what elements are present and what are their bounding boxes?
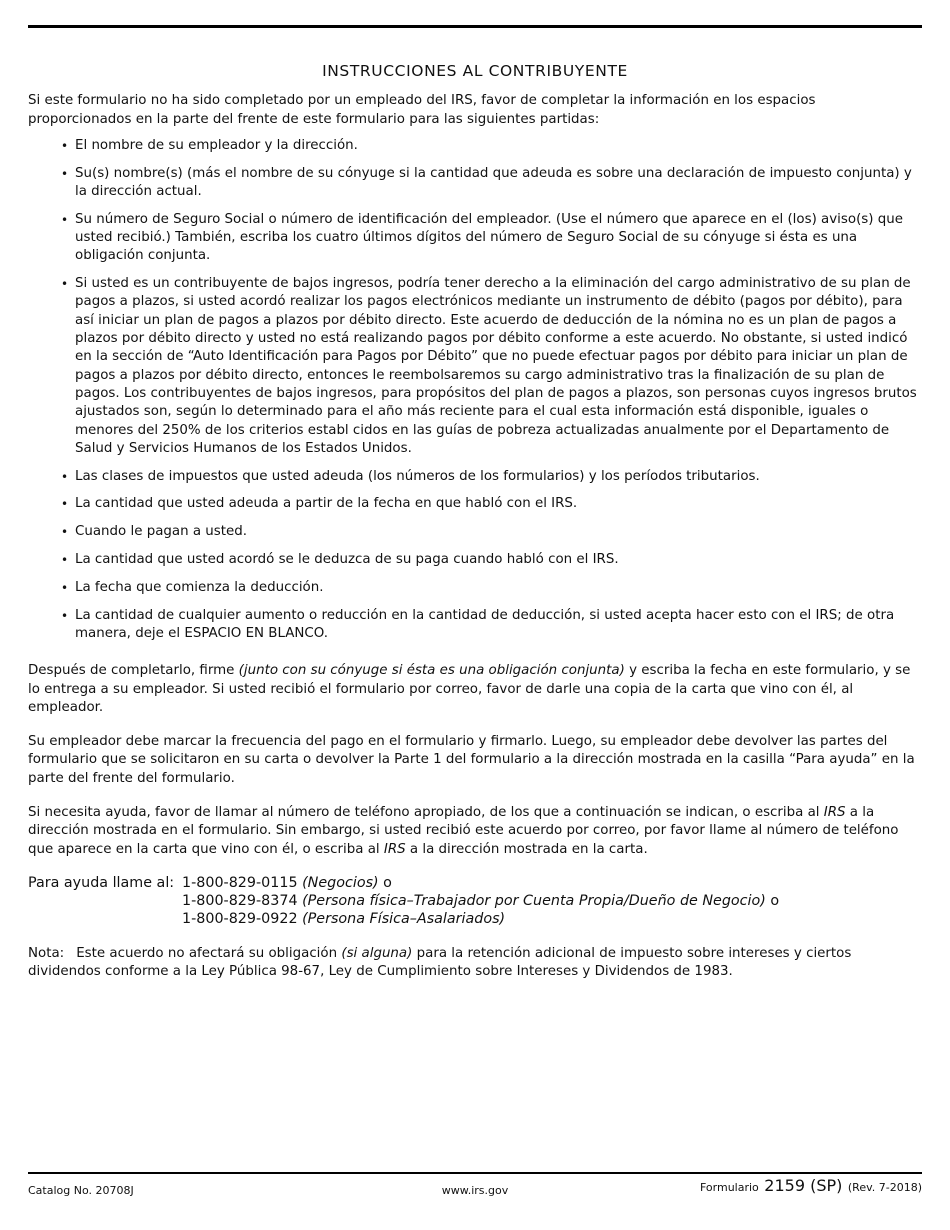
- list-item: • Si usted es un contribuyente de bajos ingresos, podría tener derecho a la eliminación del cargo administrativo de su plan de pagos a plazos, si usted acordó realizar los pagos electrónicos mediante un instrumento de débito (pagos por débito), para así iniciar un plan de pagos a plazos por débito directo. Este acuerdo de deducción de la nómina no es un plan de pagos a plazos por débito directo y usted no está realizando pagos por débito conforme a este acuerdo. No obstante, si usted indicó en la sección de “Auto Identificación para Pagos por Débito” que no puede efectuar pagos por débito para iniciar un plan de pagos a plazos por débito directo, entonces le reembolsaremos su cargo administrativo tras la finalización de su plan de pagos. Los contribuyentes de bajos ingresos, para propósitos del plan de pagos a plazos, son personas cuyos ingresos brutos ajustados son, según lo determinado para el año más reciente para el cual esta información está disponible, iguales o menores del 250% de los criterios establ cidos en las guías de pobreza actualizadas anualmente por el Departamento de Salud y Servicios Humanos de los Estados Unidos.: [61, 275, 922, 458]
- phone-number: 1-800-829-8374: [182, 893, 303, 910]
- list-item: • La cantidad de cualquier aumento o reducción en la cantidad de deducción, si usted acepta hacer esto con el IRS; de otra manera, deje el ESPACIO EN BLANCO.: [61, 607, 922, 644]
- required-items-list: [28, 137, 922, 643]
- list-item: • La fecha que comienza la deducción.: [61, 579, 922, 597]
- help-text-1: Si necesita ayuda, favor de llamar al número de teléfono apropiado, de los que a continuación se indican, o escriba al: [28, 805, 824, 820]
- signing-paragraph: [28, 662, 922, 717]
- irs-text: IRS: [383, 841, 406, 857]
- irs-text: IRS: [823, 805, 846, 820]
- note-text-end: para la retención adicional de impuesto sobre intereses y ciertos dividendos conforme a la Ley Pública 98-67, Ley de Cumplimiento sobre Intereses y Dividendos de 1983.: [28, 945, 852, 980]
- employer-paragraph: Su empleador debe marcar la frecuencia del pago en el formulario y firmarlo. Luego, su empleador debe devolver las partes del formulario que se solicitaron en su carta o devolver la Parte 1 del formulario a la dirección mostrada en la casilla “Para ayuda” en la parte del frente del formulario.: [28, 734, 915, 786]
- help-phone-row: [28, 874, 922, 892]
- phone-number: 1-800-829-0922: [182, 911, 303, 928]
- website-link[interactable]: www.irs.gov: [441, 1184, 509, 1197]
- bottom-rule: [28, 1172, 922, 1174]
- signing-text-start: Después de completarlo, firme: [28, 663, 239, 679]
- signing-text-italic: (junto con su cónyuge si ésta es una obligación conjunta): [238, 663, 625, 679]
- list-item: • Su número de Seguro Social o número de identificación del empleador. (Use el número que aparece en el (los) aviso(s) que usted recibió.) También, escriba los cuatro últimos dígitos del número de Seguro Social de su cónyuge si ésta es una obligación conjunta.: [61, 211, 922, 266]
- list-item: • El nombre de su empleador y la dirección.: [61, 137, 922, 155]
- help-phone-row: [28, 910, 922, 928]
- instructions-body: [28, 62, 922, 981]
- phone-description: (Negocios): [302, 874, 379, 891]
- signing-text-end: y escriba la fecha en este formulario, y se lo entrega a su empleador. Si usted recibió el formulario por correo, favor de darle una copia de la carta que vino con él, al empleador.: [28, 663, 911, 715]
- phone-line-business: [182, 874, 392, 892]
- form-identifier: [700, 1176, 922, 1195]
- list-item: • Las clases de impuestos que usted adeuda (los números de los formularios) y los períodos tributarios.: [61, 468, 922, 486]
- note-text-italic: (si alguna): [341, 945, 413, 961]
- list-item: • La cantidad que usted acordó se le deduzca de su paga cuando habló con el IRS.: [61, 551, 922, 569]
- help-phones-label: Para ayuda llame al:: [28, 874, 175, 891]
- phone-description: (Persona física–Trabajador por Cuenta Propia/Dueño de Negocio): [302, 893, 766, 910]
- phone-suffix: o: [378, 874, 392, 891]
- help-phones: [28, 874, 922, 929]
- form-word: Formulario: [699, 1181, 759, 1194]
- phone-suffix: o: [765, 893, 780, 910]
- list-item: • Su(s) nombre(s) (más el nombre de su cónyuge si la cantidad que adeuda es sobre una declaración de impuesto conjunta) y la dirección actual.: [61, 165, 922, 202]
- note-label: Nota:: [28, 945, 65, 961]
- help-phone-row: [28, 892, 922, 910]
- phone-number: 1-800-829-0115: [182, 874, 303, 891]
- phone-line-wage-earners: [182, 910, 505, 928]
- phone-description: (Persona Física–Asalariados): [302, 911, 506, 928]
- intro-paragraph: Si este formulario no ha sido completado por un empleado del IRS, favor de completar la información en los espacios proporcionados en la parte del frente de este formulario para las siguientes partidas:: [28, 93, 816, 127]
- form-number: 2159 (SP): [764, 1176, 843, 1195]
- page-footer: [28, 1176, 922, 1200]
- help-text-3: a la dirección mostrada en la carta.: [405, 841, 648, 857]
- catalog-number: Catalog No. 20708J: [28, 1184, 134, 1197]
- form-revision: (Rev. 7-2018): [847, 1181, 922, 1194]
- phone-line-self-employed: [182, 892, 779, 910]
- page-title: INSTRUCCIONES AL CONTRIBUYENTE: [322, 62, 628, 80]
- help-text-2: a la dirección mostrada en el formulario. Sin embargo, si usted recibió este acuerdo por correo, por favor llame al número de teléfono que aparece en la carta que vino con él, o escriba al: [28, 805, 899, 857]
- help-paragraph: [28, 804, 922, 859]
- list-item: • La cantidad que usted adeuda a partir de la fecha en que habló con el IRS.: [61, 495, 922, 513]
- top-rule: [28, 25, 922, 28]
- note-text-start: Este acuerdo no afectará su obligación: [76, 945, 342, 961]
- list-item: • Cuando le pagan a usted.: [61, 523, 922, 541]
- note-paragraph: [28, 945, 922, 982]
